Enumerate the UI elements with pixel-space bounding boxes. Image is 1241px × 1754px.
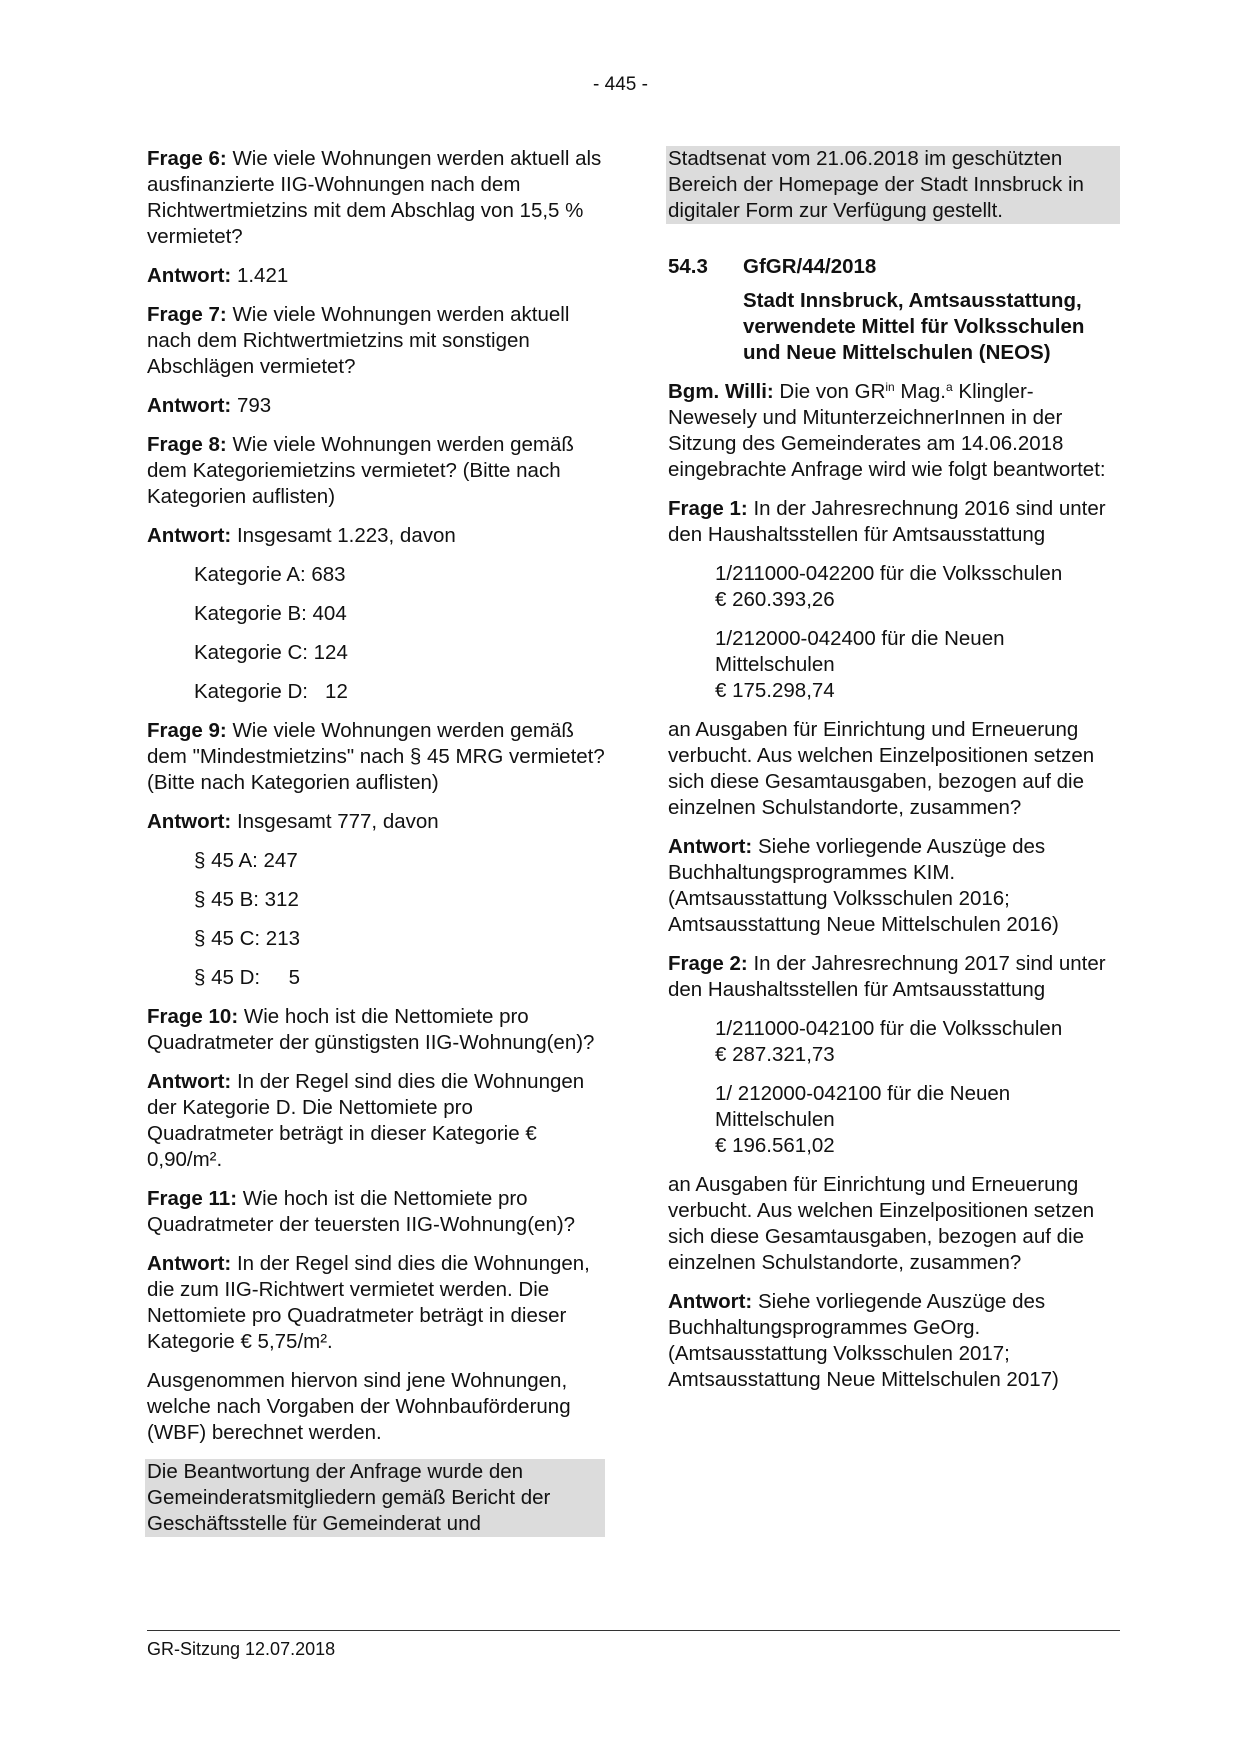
answer-label: Antwort: xyxy=(147,1070,232,1093)
question-6 xyxy=(147,146,605,250)
question-text: In der Jahresrechnung 2017 sind unter den Haushaltsstellen für Amtsausstattung xyxy=(668,952,1106,1001)
right-column xyxy=(668,146,1120,1406)
question-text: In der Jahresrechnung 2016 sind unter den Haushaltsstellen für Amtsausstattung xyxy=(668,497,1106,546)
section-code: GfGR/44/2018 xyxy=(743,255,877,278)
section-title: Stadt Innsbruck, Amtsausstattung, verwendete Mittel für Volksschulen und Neue Mittelschulen (NEOS) xyxy=(743,289,1085,364)
speaker-label: Bgm. Willi: xyxy=(668,380,774,403)
intro-paragraph xyxy=(668,379,1120,483)
left-column xyxy=(147,146,605,1550)
answer-label: Antwort: xyxy=(147,1252,232,1275)
page-number: - 445 - xyxy=(593,74,648,95)
answer-9 xyxy=(147,809,605,835)
question-label: Frage 2: xyxy=(668,952,748,975)
question-label: Frage 7: xyxy=(147,303,227,326)
question-text: Wie viele Wohnungen werden aktuell nach dem Richtwertmietzins mit sonstigen Abschlägen vermietet? xyxy=(147,303,570,378)
answer-6 xyxy=(147,263,605,289)
answer-label: Antwort: xyxy=(147,524,232,547)
question-2-tail: an Ausgaben für Einrichtung und Erneuerung verbucht. Aus welchen Einzelpositionen setzen sich diese Gesamtausgaben, bezogen auf die einzelnen Schulstandorte, zusammen? xyxy=(668,1173,1095,1274)
answer-text: 793 xyxy=(231,394,272,417)
question-label: Frage 9: xyxy=(147,719,227,742)
question-text: Wie hoch ist die Nettomiete pro Quadratmeter der günstigsten IIG-Wohnung(en)? xyxy=(147,1005,595,1054)
superscript: a xyxy=(946,380,953,394)
intro-text: Klingler-Newesely und MitunterzeichnerInnen in der Sitzung des Gemeinderates am 14.06.2018 eingebrachte Anfrage wird wie folgt beantwortet: xyxy=(668,380,1106,481)
answer-label: Antwort: xyxy=(147,810,232,833)
question-11 xyxy=(147,1186,605,1238)
list-item: § 45 D: 5 xyxy=(194,966,300,989)
list-item: Kategorie D: 12 xyxy=(194,680,348,703)
question-text: Wie viele Wohnungen werden aktuell als ausfinanzierte IIG-Wohnungen nach dem Richtwertmietzins mit dem Abschlag von 15,5 % vermietet? xyxy=(147,147,602,248)
answer-text: In der Regel sind dies die Wohnungen, die zum IIG-Richtwert vermietet werden. Die Nettomiete pro Quadratmeter beträgt in dieser Kategorie € 5,75/m². xyxy=(147,1252,590,1353)
answer-text: Insgesamt 777, davon xyxy=(231,810,439,833)
budget-account: 1/211000-042200 für die Volksschulen xyxy=(715,562,1063,585)
question-label: Frage 11: xyxy=(147,1187,238,1210)
list-item: § 45 B: 312 xyxy=(194,888,299,911)
answer-text: Insgesamt 1.223, davon xyxy=(231,524,456,547)
answer-1 xyxy=(668,834,1120,938)
answer-label: Antwort: xyxy=(668,835,753,858)
answer-label: Antwort: xyxy=(668,1290,753,1313)
answer-text: Siehe vorliegende Auszüge des Buchhaltungsprogrammes KIM. (Amtsausstattung Volksschulen 2016; Amtsausstattung Neue Mittelschulen 2016) xyxy=(668,835,1059,936)
answer-text: 1.421 xyxy=(231,264,289,287)
question-2 xyxy=(668,951,1120,1003)
question-8 xyxy=(147,432,605,510)
answer-11 xyxy=(147,1251,605,1355)
list-item: Kategorie A: 683 xyxy=(194,563,346,586)
footer-text: GR-Sitzung 12.07.2018 xyxy=(147,1639,336,1659)
budget-amount: € 196.561,02 xyxy=(715,1134,835,1157)
budget-item xyxy=(715,1016,1120,1068)
question-label: Frage 10: xyxy=(147,1005,239,1028)
answer-label: Antwort: xyxy=(147,394,232,417)
answer-2 xyxy=(668,1289,1120,1393)
question-text: Wie viele Wohnungen werden gemäß dem Kategoriemietzins vermietet? (Bitte nach Kategorien auflisten) xyxy=(147,433,574,508)
budget-account: 1/ 212000-042100 für die Neuen Mittelschulen xyxy=(715,1082,1011,1131)
budget-item xyxy=(715,626,1120,704)
answer-7 xyxy=(147,393,605,419)
question-10 xyxy=(147,1004,605,1056)
question-1 xyxy=(668,496,1120,548)
superscript: in xyxy=(885,380,895,394)
exception-note: Ausgenommen hiervon sind jene Wohnungen, welche nach Vorgaben der Wohnbauförderung (WBF) berechnet werden. xyxy=(147,1369,571,1444)
budget-account: 1/212000-042400 für die Neuen Mittelschulen xyxy=(715,627,1005,676)
question-label: Frage 6: xyxy=(147,147,227,170)
question-text: Wie hoch ist die Nettomiete pro Quadratmeter der teuersten IIG-Wohnung(en)? xyxy=(147,1187,576,1236)
footer-divider xyxy=(147,1630,1120,1631)
list-item: Kategorie C: 124 xyxy=(194,641,348,664)
question-label: Frage 8: xyxy=(147,433,227,456)
section-heading xyxy=(668,254,1120,280)
budget-amount: € 260.393,26 xyxy=(715,588,835,611)
intro-text: Die von GR xyxy=(773,380,886,403)
answer-label: Antwort: xyxy=(147,264,232,287)
budget-account: 1/211000-042100 für die Volksschulen xyxy=(715,1017,1063,1040)
question-label: Frage 1: xyxy=(668,497,748,520)
budget-item xyxy=(715,561,1120,613)
budget-amount: € 175.298,74 xyxy=(715,679,835,702)
question-1-tail: an Ausgaben für Einrichtung und Erneuerung verbucht. Aus welchen Einzelpositionen setzen sich diese Gesamtausgaben, bezogen auf die einzelnen Schulstandorte, zusammen? xyxy=(668,718,1095,819)
section-number: 54.3 xyxy=(668,255,708,278)
intro-text: Mag. xyxy=(894,380,947,403)
budget-amount: € 287.321,73 xyxy=(715,1043,835,1066)
question-text: Wie viele Wohnungen werden gemäß dem "Mindestmietzins" nach § 45 MRG vermietet? (Bitte nach Kategorien auflisten) xyxy=(147,719,605,794)
budget-item xyxy=(715,1081,1120,1159)
list-item: § 45 A: 247 xyxy=(194,849,298,872)
list-item: § 45 C: 213 xyxy=(194,927,300,950)
list-item: Kategorie B: 404 xyxy=(194,602,347,625)
question-7 xyxy=(147,302,605,380)
answer-8 xyxy=(147,523,605,549)
question-9 xyxy=(147,718,605,796)
shaded-note: Die Beantwortung der Anfrage wurde den Gemeinderatsmitgliedern gemäß Bericht der Geschäftsstelle für Gemeinderat und xyxy=(145,1459,605,1537)
answer-text: Siehe vorliegende Auszüge des Buchhaltungsprogrammes GeOrg. (Amtsausstattung Volksschulen 2017; Amtsausstattung Neue Mittelschulen 2017) xyxy=(668,1290,1059,1391)
answer-text: In der Regel sind dies die Wohnungen der Kategorie D. Die Nettomiete pro Quadratmeter beträgt in dieser Kategorie € 0,90/m². xyxy=(147,1070,585,1171)
answer-10 xyxy=(147,1069,605,1173)
shaded-note-continued: Stadtsenat vom 21.06.2018 im geschützten Bereich der Homepage der Stadt Innsbruck in digitaler Form zur Verfügung gestellt. xyxy=(666,146,1120,224)
